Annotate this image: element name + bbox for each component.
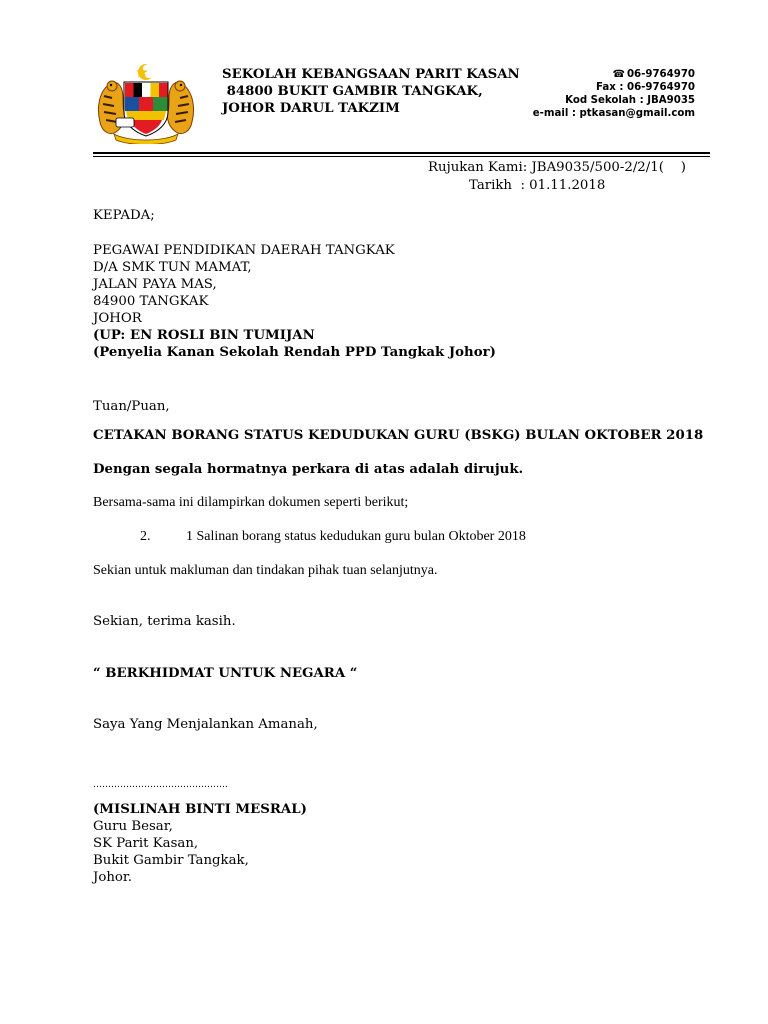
email-line: e-mail : ptkasan@gmail.com xyxy=(532,108,695,119)
fax-line: Fax : 06-9764970 xyxy=(596,82,695,93)
date-value: : 01.11.2018 xyxy=(512,178,606,193)
coat-of-arms-icon xyxy=(92,62,200,144)
signature-dots: ……………………………………… xyxy=(93,780,228,790)
motto: “ BERKHIDMAT UNTUK NEGARA “ xyxy=(93,666,358,681)
school-address-block xyxy=(222,66,520,117)
reference-block xyxy=(428,159,686,195)
signatory-state: Johor. xyxy=(93,870,133,885)
recipient-line: JOHOR xyxy=(93,311,142,326)
action-paragraph: Sekian untuk makluman dan tindakan pihak tuan selanjutnya. xyxy=(93,563,438,578)
phone-line xyxy=(533,68,695,81)
date-label: Tarikh xyxy=(469,178,512,193)
header-divider-thick xyxy=(93,152,710,154)
salutation: Tuan/Puan, xyxy=(93,399,170,414)
attachment-item-number: 2. xyxy=(140,529,151,544)
recipient-line: JALAN PAYA MAS, xyxy=(93,277,217,292)
signatory-town: Bukit Gambir Tangkak, xyxy=(93,853,249,868)
recipient-line: D/A SMK TUN MAMAT, xyxy=(93,260,252,275)
signatory-name: (MISLINAH BINTI MESRAL) xyxy=(93,802,307,817)
attention-line: (UP: EN ROSLI BIN TUMIJAN xyxy=(93,328,315,343)
recipient-address xyxy=(93,242,496,361)
school-name: SEKOLAH KEBANGSAAN PARIT KASAN xyxy=(222,67,520,82)
school-code-line: Kod Sekolah : JBA9035 xyxy=(565,95,695,106)
signatory-school: SK Parit Kasan, xyxy=(93,836,199,851)
attention-role-line: (Penyelia Kanan Sekolah Rendah PPD Tangkak Johor) xyxy=(93,345,496,360)
attachment-item-text: 1 Salinan borang status kedudukan guru bulan Oktober 2018 xyxy=(186,529,526,544)
reference-row xyxy=(428,159,686,177)
school-address-line-2: JOHOR DARUL TAKZIM xyxy=(222,101,400,116)
contact-block xyxy=(533,68,695,120)
school-address-line-1: 84800 BUKIT GAMBIR TANGKAK, xyxy=(222,84,483,99)
to-heading: KEPADA; xyxy=(93,208,155,223)
subject-heading: CETAKAN BORANG STATUS KEDUDUKAN GURU (BSKG) BULAN OKTOBER 2018 xyxy=(93,428,704,443)
phone-number: 06-9764970 xyxy=(626,69,695,80)
reference-value: : JBA9035/500-2/2/1( ) xyxy=(522,160,686,175)
telephone-icon: ☎ xyxy=(612,69,625,80)
attachment-intro: Bersama-sama ini dilampirkan dokumen seperti berikut; xyxy=(93,495,409,510)
closing-line: Sekian, terima kasih. xyxy=(93,614,236,629)
header-divider-thin xyxy=(93,156,710,157)
opening-paragraph: Dengan segala hormatnya perkara di atas adalah dirujuk. xyxy=(93,462,524,477)
recipient-line: 84900 TANGKAK xyxy=(93,294,209,309)
signatory-title: Guru Besar, xyxy=(93,819,173,834)
trust-line: Saya Yang Menjalankan Amanah, xyxy=(93,717,318,732)
recipient-line: PEGAWAI PENDIDIKAN DAERAH TANGKAK xyxy=(93,243,395,258)
date-row xyxy=(428,177,686,195)
reference-label: Rujukan Kami xyxy=(428,160,523,175)
signature-block xyxy=(93,801,307,886)
